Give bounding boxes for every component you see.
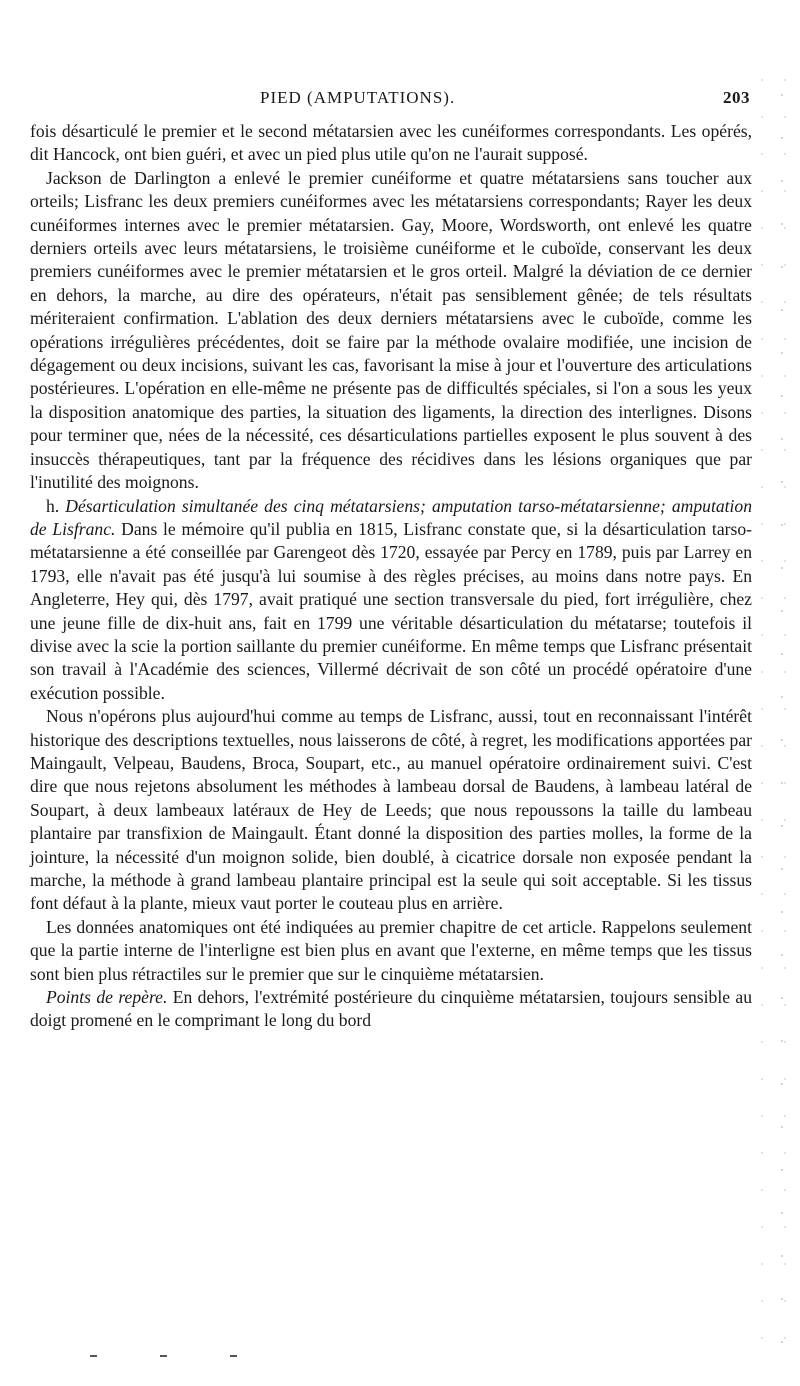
paragraph-anatomy: Les données anatomiques ont été indiquées au premier chapitre de cet article. Rappelons seulement que la partie interne de l'interligne est bien plus en avant que l'externe, en même temps que les tissus sont bien plus rétractiles sur le premier que sur le cinquième métatarsien. — [30, 916, 752, 984]
section-title: Désarticulation simultanée des cinq métatarsiens; amputation tarso-métatarsienne; amputation de Lisfranc. — [30, 495, 753, 539]
footer-print-marks — [90, 1355, 290, 1359]
print-mark — [230, 1355, 237, 1357]
section-text: Dans le mémoire qu'il publia en 1815, Lisfranc constate que, si la désarticulation tarso-métatarsienne a été conseillée par Garengeot dès 1720, essayée par Percy en 1789, puis par Larrey en 1793, elle n'avait pas été jusqu'à lui soumise à des règles précises, au moins dans notre pays. En Angleterre, Hey qui, dès 1797, avait pratiqué une section transversale du pied, fort irrégulière, chez une jeune fille de dix-huit ans, fait en 1799 une véritable désarticulation du métatarse; toutefois il divise avec la scie la portion saillante du premier cunéiforme. En même temps que Lisfranc présentait son travail à l'Académie des sciences, Villermé décrivait de son côté un procédé opératoire d'une exécution possible. — [30, 518, 752, 703]
landmarks-text: En dehors, l'extrémité postérieure du cinquième métatarsien, toujours sensible au doigt promené en le comprimant le long du bord — [30, 987, 752, 1031]
running-head: PIED (AMPUTATIONS). — [260, 88, 456, 107]
page-header — [30, 88, 750, 114]
section-letter: h. — [46, 495, 66, 516]
page-edge-speckle-top — [0, 0, 800, 70]
paragraph-continuation: fois désarticulé le premier et le second métatarsien avec les cunéiformes correspondants. Les opérés, dit Hancock, ont bien guéri, et avec un pied plus utile qu'on ne l'aurait supposé. — [30, 121, 752, 165]
landmarks-title: Points de repère. — [46, 987, 168, 1008]
print-mark — [90, 1355, 97, 1357]
paragraph-jackson: Jackson de Darlington a enlevé le premier cunéiforme et quatre métatarsiens sans toucher aux orteils; Lisfranc les deux premiers cunéiformes avec les métatarsiens correspondants; Rayer les deux cunéiformes internes avec le premier métatarsien. Gay, Moore, Wordsworth, ont enlevé les quatre derniers orteils avec leurs métatarsiens, le troisième cunéiforme et le cuboïde, conservant les deux premiers cunéiformes avec le premier métatarsien et le gros orteil. Malgré la déviation de ce dernier en dehors, la marche, au dire des opérateurs, n'était pas sensiblement gênée; de tels résultats mériteraient confirmation. L'ablation des deux derniers métatarsiens avec le cuboïde, comme les opérations irrégulières précédentes, doit se faire par la méthode ovalaire modifiée, une incision de dégagement ou deux incisions, suivant les cas, favorisant la mise à jour et l'ouverture des articulations postérieures. L'opération en elle-même ne présente pas de difficultés spéciales, si l'on a sous les yeux la disposition anatomique des parties, la situation des ligaments, la direction des interlignes. Disons pour terminer que, nées de la nécessité, ces désarticulations partielles exposent le plus souvent à des insuccès thérapeutiques, tant par la fréquence des récidives dans les lésions organiques que par l'inutilité des moignons. — [30, 167, 752, 493]
print-mark — [160, 1355, 167, 1357]
body-text — [30, 120, 752, 1033]
paragraph-landmarks — [30, 986, 752, 1033]
paragraph-methods: Nous n'opérons plus aujourd'hui comme au temps de Lisfranc, aussi, tout en reconnaissant l'intérêt historique des descriptions textuelles, nous laisserons de côté, à regret, les modifications apportées par Maingault, Velpeau, Baudens, Broca, Soupart, etc., au manuel opératoire ordinairement suivi. C'est dire que nous rejetons absolument les méthodes à lambeau dorsal de Baudens, à lambeau latéral de Soupart, à deux lambeaux latéraux de Hey de Leeds; que nous repoussons la taille du lambeau plantaire par transfixion de Maingault. Étant donné la disposition des parties molles, la forme de la jointure, la nécessité d'un moignon solide, bien doublé, à cicatrice dorsale non exposée pendant la marche, la méthode à grand lambeau plantaire principal est la seule qui soit acceptable. Si les tissus font défaut à la plante, mieux vaut porter le couteau plus en arrière. — [30, 706, 752, 914]
paragraph-lisfranc-section — [30, 495, 752, 706]
page-number: 203 — [723, 88, 750, 107]
page-edge-speckle-right — [752, 70, 800, 1370]
